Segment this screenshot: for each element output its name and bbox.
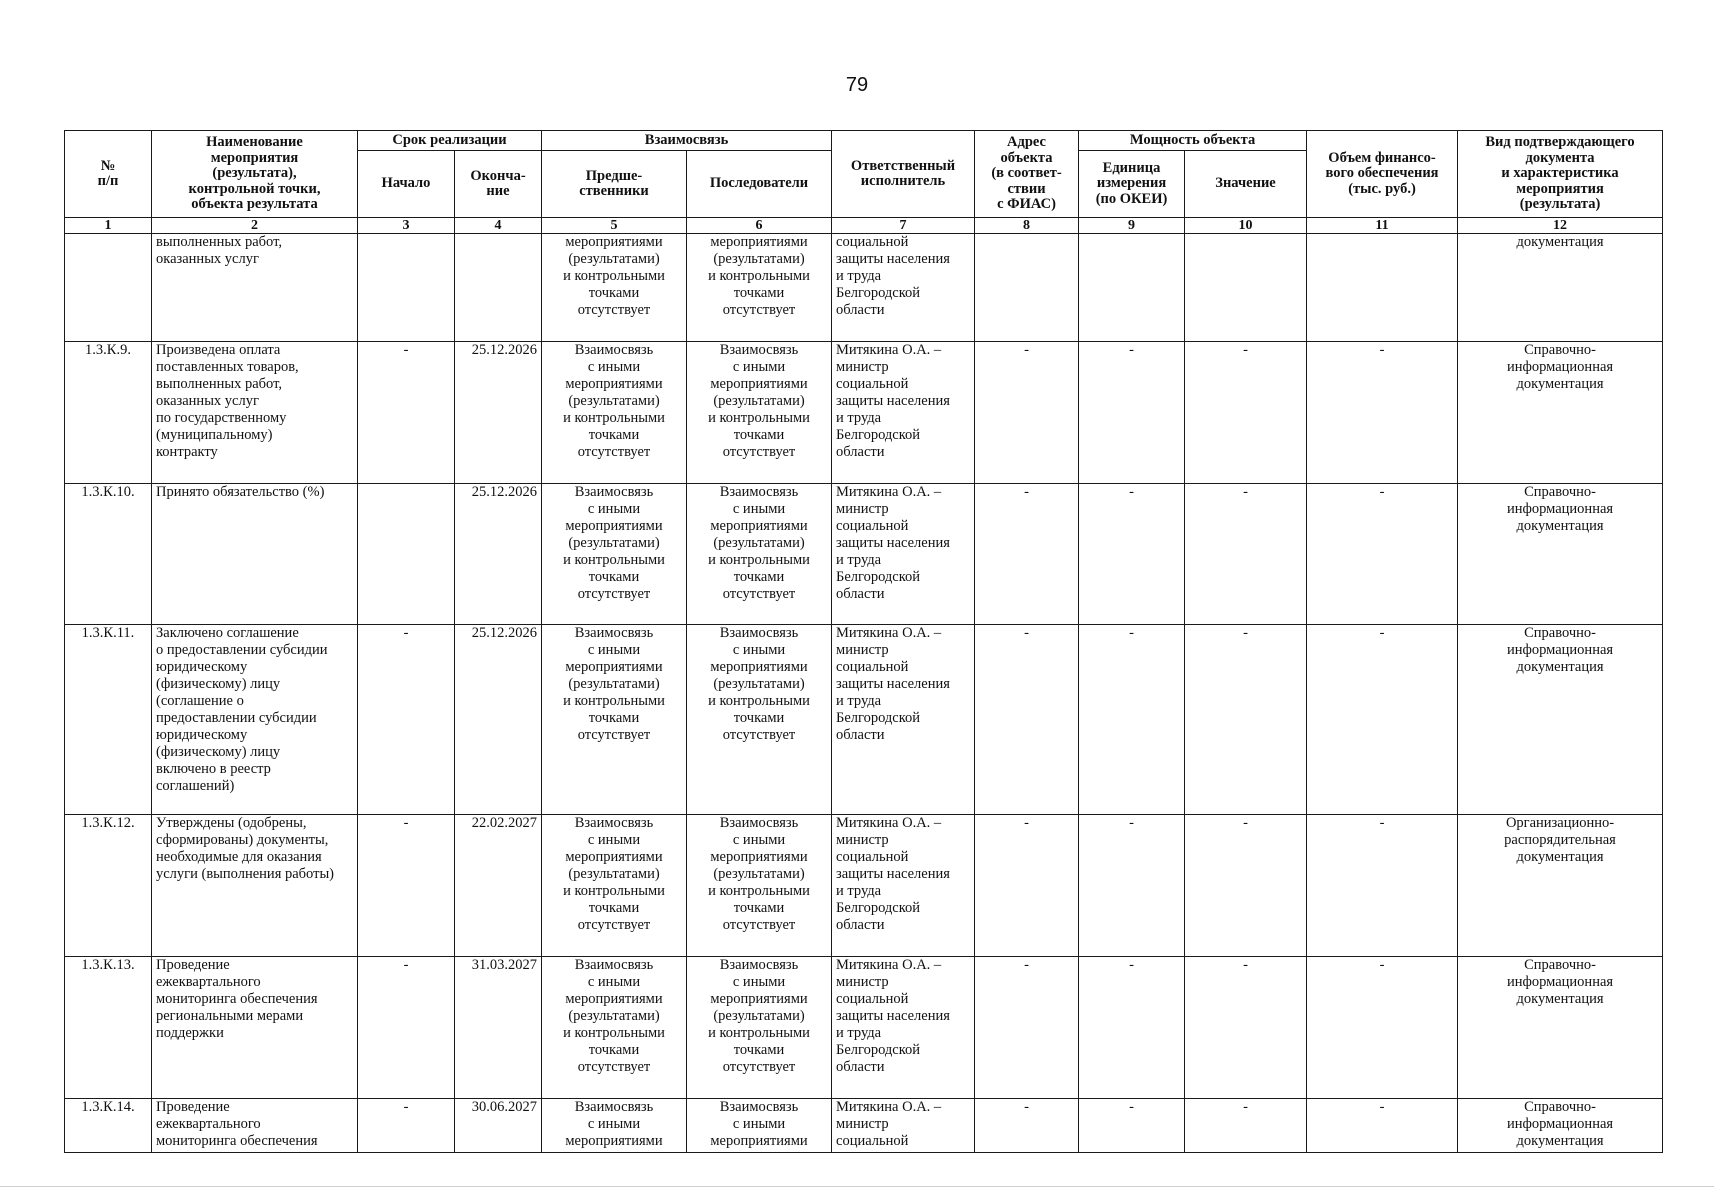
end-date: 25.12.2026	[455, 625, 542, 815]
row-number: 1.3.К.13.	[65, 957, 152, 1099]
scan-edge-line	[0, 1186, 1714, 1187]
table-row	[65, 625, 1663, 815]
object-address: -	[975, 484, 1079, 625]
page-number: 79	[845, 74, 869, 96]
header-relation: Взаимосвязь	[542, 131, 832, 151]
finance-amount: -	[1307, 484, 1458, 625]
activity-name: Принято обязательство (%)	[152, 484, 358, 625]
finance-amount: -	[1307, 957, 1458, 1099]
row-number: 1.3.К.10.	[65, 484, 152, 625]
document-type: Справочно- информационная документация	[1458, 342, 1663, 484]
predecessors: Взаимосвязь с иными мероприятиями (результатами) и контрольными точками отсутствует	[542, 815, 687, 957]
finance-amount	[1307, 234, 1458, 342]
object-address: -	[975, 342, 1079, 484]
column-number-row	[65, 218, 1663, 234]
header-doc: Вид подтверждающего документа и характеристика мероприятия (результата)	[1458, 131, 1663, 218]
header-period: Срок реализации	[358, 131, 542, 151]
header-followers: Последователи	[687, 151, 832, 218]
start-date: -	[358, 625, 455, 815]
activity-name: Проведение ежеквартального мониторинга обеспечения	[152, 1099, 358, 1153]
header-responsible: Ответственный исполнитель	[832, 131, 975, 218]
header-unit: Единица измерения (по ОКЕИ)	[1079, 151, 1185, 218]
predecessors: мероприятиями (результатами) и контрольными точками отсутствует	[542, 234, 687, 342]
column-number: 12	[1458, 218, 1663, 234]
end-date: 25.12.2026	[455, 342, 542, 484]
activity-name: Заключено соглашение о предоставлении субсидии юридическому (физическому) лицу (соглашение о предоставлении субсидии юридическому (физическому) лицу включено в реестр соглашений)	[152, 625, 358, 815]
predecessors: Взаимосвязь с иными мероприятиями (результатами) и контрольными точками отсутствует	[542, 625, 687, 815]
header-predecessors: Предше- ственники	[542, 151, 687, 218]
object-address: -	[975, 957, 1079, 1099]
table-body	[65, 234, 1663, 1153]
capacity-value: -	[1185, 484, 1307, 625]
predecessors: Взаимосвязь с иными мероприятиями	[542, 1099, 687, 1153]
predecessors: Взаимосвязь с иными мероприятиями (результатами) и контрольными точками отсутствует	[542, 342, 687, 484]
capacity-value: -	[1185, 957, 1307, 1099]
column-number: 2	[152, 218, 358, 234]
responsible-person: Митякина О.А. – министр социальной защиты населения и труда Белгородской области	[832, 815, 975, 957]
end-date: 25.12.2026	[455, 484, 542, 625]
followers: Взаимосвязь с иными мероприятиями (результатами) и контрольными точками отсутствует	[687, 957, 832, 1099]
header-num: № п/п	[65, 131, 152, 218]
responsible-person: Митякина О.А. – министр социальной защиты населения и труда Белгородской области	[832, 484, 975, 625]
followers: мероприятиями (результатами) и контрольными точками отсутствует	[687, 234, 832, 342]
row-number: 1.3.К.14.	[65, 1099, 152, 1153]
capacity-unit	[1079, 234, 1185, 342]
end-date: 31.03.2027	[455, 957, 542, 1099]
table-header	[65, 131, 1663, 234]
predecessors: Взаимосвязь с иными мероприятиями (результатами) и контрольными точками отсутствует	[542, 484, 687, 625]
header-start: Начало	[358, 151, 455, 218]
followers: Взаимосвязь с иными мероприятиями (результатами) и контрольными точками отсутствует	[687, 342, 832, 484]
document-type: Справочно- информационная документация	[1458, 1099, 1663, 1153]
start-date	[358, 234, 455, 342]
activity-name: выполненных работ, оказанных услуг	[152, 234, 358, 342]
table-row	[65, 1099, 1663, 1153]
header-end: Оконча- ние	[455, 151, 542, 218]
capacity-value: -	[1185, 1099, 1307, 1153]
document-type: документация	[1458, 234, 1663, 342]
table-row	[65, 342, 1663, 484]
activity-name: Проведение ежеквартального мониторинга обеспечения региональными мерами поддержки	[152, 957, 358, 1099]
responsible-person: Митякина О.А. – министр социальной защиты населения и труда Белгородской области	[832, 625, 975, 815]
column-number: 4	[455, 218, 542, 234]
responsible-person: Митякина О.А. – министр социальной	[832, 1099, 975, 1153]
capacity-unit: -	[1079, 484, 1185, 625]
capacity-unit: -	[1079, 625, 1185, 815]
object-address: -	[975, 1099, 1079, 1153]
header-capacity: Мощность объекта	[1079, 131, 1307, 151]
column-number: 11	[1307, 218, 1458, 234]
row-number: 1.3.К.12.	[65, 815, 152, 957]
responsible-person: Митякина О.А. – министр социальной защиты населения и труда Белгородской области	[832, 957, 975, 1099]
start-date: -	[358, 1099, 455, 1153]
document-type: Справочно- информационная документация	[1458, 957, 1663, 1099]
activity-name: Произведена оплата поставленных товаров, выполненных работ, оказанных услуг по государственному (муниципальному) контракту	[152, 342, 358, 484]
column-number: 9	[1079, 218, 1185, 234]
capacity-unit: -	[1079, 1099, 1185, 1153]
capacity-value: -	[1185, 815, 1307, 957]
followers: Взаимосвязь с иными мероприятиями (результатами) и контрольными точками отсутствует	[687, 815, 832, 957]
responsible-person: социальной защиты населения и труда Белгородской области	[832, 234, 975, 342]
end-date: 30.06.2027	[455, 1099, 542, 1153]
followers: Взаимосвязь с иными мероприятиями (результатами) и контрольными точками отсутствует	[687, 625, 832, 815]
finance-amount: -	[1307, 342, 1458, 484]
header-name: Наименование мероприятия (результата), контрольной точки, объекта результата	[152, 131, 358, 218]
table-row	[65, 234, 1663, 342]
finance-amount: -	[1307, 625, 1458, 815]
column-number: 1	[65, 218, 152, 234]
start-date: -	[358, 342, 455, 484]
table-row	[65, 484, 1663, 625]
object-address: -	[975, 815, 1079, 957]
table-row	[65, 957, 1663, 1099]
activity-name: Утверждены (одобрены, сформированы) документы, необходимые для оказания услуги (выполнения работы)	[152, 815, 358, 957]
predecessors: Взаимосвязь с иными мероприятиями (результатами) и контрольными точками отсутствует	[542, 957, 687, 1099]
capacity-unit: -	[1079, 342, 1185, 484]
capacity-value	[1185, 234, 1307, 342]
column-number: 5	[542, 218, 687, 234]
start-date	[358, 484, 455, 625]
column-number: 6	[687, 218, 832, 234]
row-number	[65, 234, 152, 342]
table-row	[65, 815, 1663, 957]
column-number: 3	[358, 218, 455, 234]
capacity-value: -	[1185, 625, 1307, 815]
responsible-person: Митякина О.А. – министр социальной защиты населения и труда Белгородской области	[832, 342, 975, 484]
end-date: 22.02.2027	[455, 815, 542, 957]
capacity-unit: -	[1079, 957, 1185, 1099]
column-number: 10	[1185, 218, 1307, 234]
followers: Взаимосвязь с иными мероприятиями (результатами) и контрольными точками отсутствует	[687, 484, 832, 625]
finance-amount: -	[1307, 815, 1458, 957]
document-type: Справочно- информационная документация	[1458, 484, 1663, 625]
document-type: Организационно- распорядительная документация	[1458, 815, 1663, 957]
header-finance: Объем финансо- вого обеспечения (тыс. руб.)	[1307, 131, 1458, 218]
column-number: 8	[975, 218, 1079, 234]
column-number: 7	[832, 218, 975, 234]
start-date: -	[358, 957, 455, 1099]
activities-table	[64, 130, 1663, 1153]
header-value: Значение	[1185, 151, 1307, 218]
row-number: 1.3.К.11.	[65, 625, 152, 815]
header-address: Адрес объекта (в соответ- ствии с ФИАС)	[975, 131, 1079, 218]
object-address: -	[975, 625, 1079, 815]
document-type: Справочно- информационная документация	[1458, 625, 1663, 815]
capacity-value: -	[1185, 342, 1307, 484]
finance-amount: -	[1307, 1099, 1458, 1153]
start-date: -	[358, 815, 455, 957]
followers: Взаимосвязь с иными мероприятиями	[687, 1099, 832, 1153]
capacity-unit: -	[1079, 815, 1185, 957]
row-number: 1.3.К.9.	[65, 342, 152, 484]
object-address	[975, 234, 1079, 342]
end-date	[455, 234, 542, 342]
